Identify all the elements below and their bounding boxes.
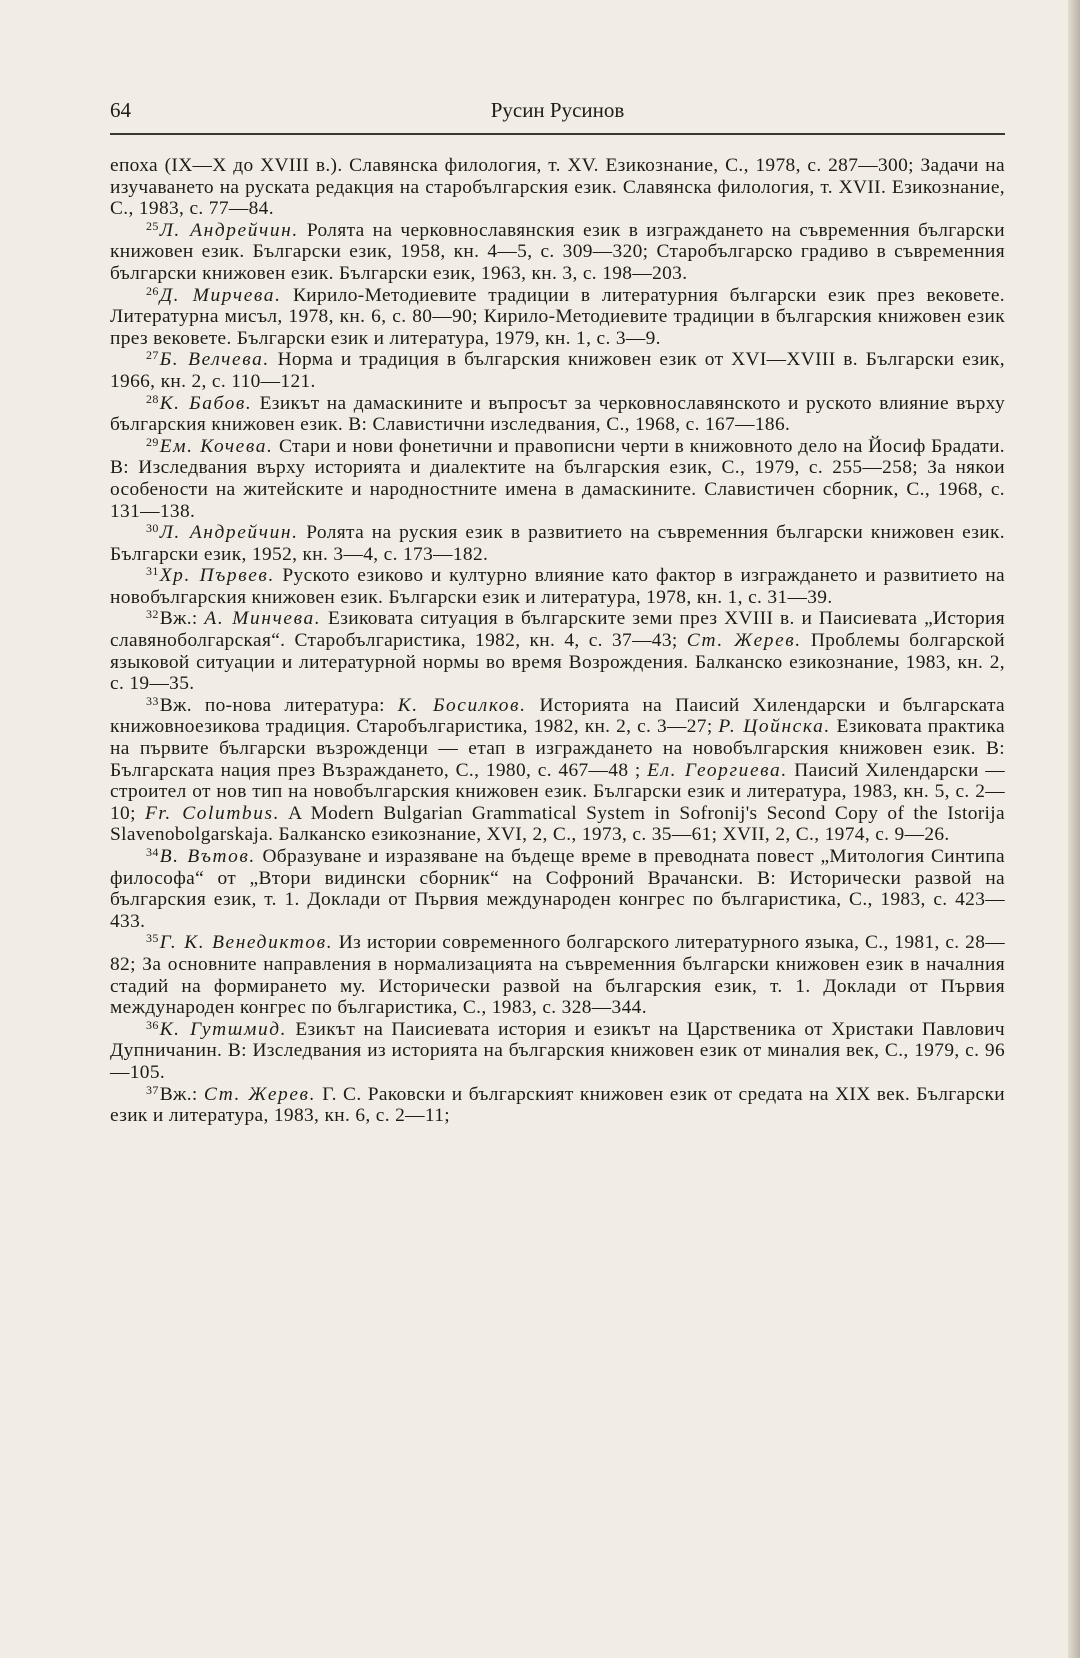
author-name: К. Гутшмид. [159, 1018, 288, 1040]
citation-text: Историята на Паисий Хилендарски и българската книжовноезикова традиция. Старобългаристика, 1982, кн. 2, с. 3—27; [110, 694, 1006, 738]
running-title: Русин Русинов [490, 98, 625, 122]
footnote-number: 32 [146, 607, 159, 622]
author-name: Л. Андрейчин. [159, 219, 299, 241]
author-name: Ем. Кочева. [159, 435, 274, 457]
footnotes-body [110, 155, 1005, 1127]
citation-text: Из истории современного болгарского литературного языка, С., 1981, с. 28—82; За основните направления в нормализацията на съвременния български книжовен език в началния стадий на формирането му. Исторически развой на българския език, т. 1. Доклади от Първия международен конгрес по българистика, С., 1983, с. 328—344. [110, 932, 1005, 1019]
footnote-number: 28 [146, 391, 159, 406]
author-name: К. Бабов. [159, 392, 253, 414]
page-number: 64 [110, 98, 131, 122]
citation-text: Вж.: [159, 1083, 204, 1105]
citation-text: Норма и традиция в българския книжовен език от XVI—XVIII в. Български език, 1966, кн. 2, с. 110—121. [110, 349, 1005, 392]
footnote-26 [110, 285, 1005, 350]
footnote-28 [110, 393, 1005, 436]
author-name: Ст. Жерев. [686, 630, 802, 652]
citation-text: Езикът на Паисиевата история и езикът на Царственика от Христаки Павлович Дупничанин. В: Изследвания из историята на българския книжовен език от миналия век, С., 1979, с. 96—105. [110, 1018, 1006, 1083]
author-name: Р. Цойнска. [718, 716, 831, 738]
citation-text: A Modern Bulgarian Grammatical System in Sofronij's Second Copy of the Istorija Slavenobolgarskaja. Балканско езикознание, XVI, 2, С., 1973, с. 35—61; XVII, 2, С., 1974, с. 9—26. [110, 802, 1005, 846]
header-rule [110, 133, 1005, 135]
footnote-number: 30 [146, 521, 159, 536]
author-name: Г. К. Венедиктов. [159, 932, 334, 954]
footnote-36 [110, 1019, 1005, 1084]
author-name: В. Вътов. [159, 846, 256, 867]
footnote-32 [110, 608, 1005, 694]
footnote-number: 33 [146, 693, 159, 708]
citation-text: Проблемы болгарской языковой ситуации и литературной нормы во время Возрождения. Балканско езикознание, 1983, кн. 2, с. 19—35. [110, 630, 1005, 695]
citation-text: Вж.: [159, 608, 205, 630]
footnote-number: 27 [146, 348, 159, 363]
citation-text: Езиковата практика на първите български възрожденци — етап в изграждането на новобългарския книжовен език. В: Българската нация през Възраждането, С., 1980, с. 467—48 ; [110, 716, 1005, 781]
citation-text: Г. С. Раковски и българският книжовен език от средата на XIX век. Български език и литература, 1983, кн. 6, с. 2—11; [110, 1083, 1005, 1127]
footnote-number: 35 [146, 931, 159, 946]
footnote-number: 36 [146, 1017, 159, 1032]
footnote-25 [110, 220, 1005, 285]
continuation-paragraph: епоха (IX—X до XVIII в.). Славянска филология, т. XV. Езикознание, С., 1978, с. 287—300; Задачи на изучаването на руската редакция на старобългарския език. Славянска филология, т. XVII. Езикознание, С., 1983, с. 77—84. [110, 155, 1005, 220]
author-name: Fr. Columbus. [144, 802, 281, 824]
page-header [110, 98, 1005, 138]
footnote-30 [110, 522, 1005, 565]
citation-text: Езиковата ситуация в българските земи през XVIII в. и Паисиевата „История славяноболгарская“. Старобългаристика, 1982, кн. 4, с. 37—43; [110, 608, 1005, 652]
citation-text: Езикът на дамаскините и въпросът за черковнославянското и руското влияние върху българския книжовен език. В: Славистични изследвания, С., 1968, с. 167—186. [110, 392, 1006, 436]
footnote-31 [110, 565, 1005, 608]
footnote-34 [110, 846, 1005, 932]
footnote-number: 37 [146, 1082, 159, 1097]
citation-text: Вж. по-нова литература: [159, 694, 398, 716]
author-name: Б. Велчева. [159, 349, 270, 371]
page-edge-shadow [1068, 0, 1080, 1658]
citation-text: Ролята на руския език в развитието на съвременния български книжовен език. Български език, 1952, кн. 3—4, с. 173—182. [110, 522, 1005, 565]
author-name: Л. Андрейчин. [159, 522, 299, 544]
author-name: Хр. Първев. [159, 565, 275, 587]
footnote-29 [110, 436, 1005, 522]
author-name: Д. Мирчева. [159, 284, 282, 306]
footnote-number: 29 [146, 434, 159, 449]
author-name: А. Минчева. [204, 608, 322, 630]
footnote-number: 26 [146, 283, 159, 298]
footnote-number: 31 [146, 564, 159, 579]
citation-text: Ролята на черковнославянския език в изграждането на съвременния български книжовен език. Български език, 1958, кн. 4—5, с. 309—320; Старобългарско градиво в съвременния български книжовен език. Български език, 1963, кн. 3, с. 198—203. [110, 219, 1005, 284]
author-name: Ел. Георгиева. [647, 759, 788, 781]
citation-text: Стари и нови фонетични и правописни черти в книжовното дело на Йосиф Брадати. В: Изследвания върху историята и диалектите на българския език, С., 1979, с. 255—258; За някои особености на житейските и народностните имена в дамаскините. Славистичен сборник, С., 1968, с. 131—138. [110, 435, 1006, 522]
footnote-number: 25 [146, 218, 159, 233]
citation-text: Образуване и изразяване на бъдеще време в преводната повест „Митология Синтипа философа“ от „Втори видински сборник“ на Софроний Врачански. В: Исторически развой на българския език, т. 1. Доклади от Първия международен конгрес по българистика, С., 1983, с. 423—433. [110, 846, 1006, 932]
citation-text: Кирило-Методиевите традиции в литературния български език през вековете. Литературна мисъл, 1978, кн. 6, с. 80—90; Кирило-Методиевите традиции в българския книжовен език през вековете. Български език и литература, 1979, кн. 1, с. 3—9. [110, 284, 1005, 349]
footnote-33 [110, 695, 1005, 846]
author-name: К. Босилков. [397, 694, 527, 716]
footnote-35 [110, 932, 1005, 1018]
footnote-27 [110, 349, 1005, 392]
citation-text: Руското езиково и културно влияние като фактор в изграждането и развитието на новобългарския книжовен език. Български език и литература, 1978, кн. 1, с. 31—39. [110, 565, 1005, 608]
citation-text: Паисий Хилендарски — строител от нов тип на новобългарския книжовен език. Български език и литература, 1983, кн. 5, с. 2—10; [110, 759, 1005, 824]
author-name: Ст. Жерев. [203, 1083, 317, 1105]
footnote-number: 34 [146, 845, 159, 859]
footnote-37 [110, 1084, 1005, 1127]
